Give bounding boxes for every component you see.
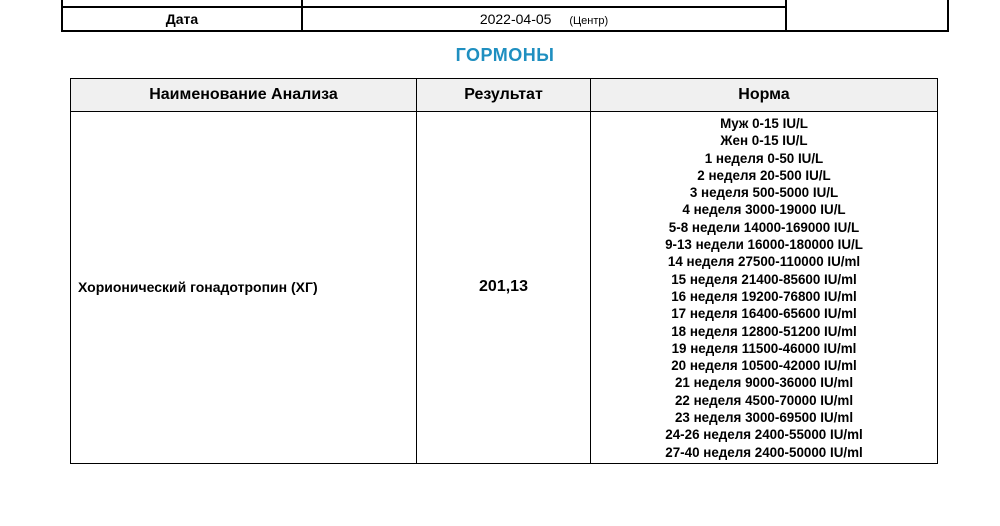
header-info-table <box>61 0 949 32</box>
norm-list <box>591 115 937 461</box>
norm-line: 9-13 недели 16000-180000 IU/L <box>665 237 863 253</box>
table-row <box>71 112 938 464</box>
norm-line: Жен 0-15 IU/L <box>720 133 808 149</box>
norm-line: Муж 0-15 IU/L <box>720 116 808 131</box>
norm-line: 22 неделя 4500-70000 IU/ml <box>674 392 854 408</box>
norm-line: 27-40 неделя 2400-50000 IU/ml <box>665 444 863 460</box>
date-value-cell <box>302 7 786 31</box>
header-result: Результат <box>417 79 591 112</box>
norm-line: 4 неделя 3000-19000 IU/L <box>682 202 846 218</box>
date-label: Дата <box>62 7 302 31</box>
norm-line: 1 неделя 0-50 IU/L <box>704 150 824 166</box>
norm-line: 19 неделя 11500-46000 IU/ml <box>671 340 857 356</box>
norm-line: 14 неделя 27500-110000 IU/ml <box>667 254 861 270</box>
analysis-norm <box>591 112 938 464</box>
date-note: (Центр) <box>569 15 609 27</box>
norm-line: 21 неделя 9000-36000 IU/ml <box>674 375 854 391</box>
norm-line: 18 неделя 12800-51200 IU/ml <box>671 323 857 339</box>
norm-line: 3 неделя 500-5000 IU/L <box>689 185 839 201</box>
norm-line: 23 неделя 3000-69500 IU/ml <box>674 410 854 426</box>
date-value: 2022-04-05 <box>479 11 552 27</box>
norm-line: 24-26 неделя 2400-55000 IU/ml <box>665 427 863 443</box>
header-name: Наименование Анализа <box>71 79 417 112</box>
norm-line: 17 неделя 16400-65600 IU/ml <box>671 306 857 322</box>
norm-line: 15 неделя 21400-85600 IU/ml <box>671 271 857 287</box>
results-header-row <box>71 79 938 112</box>
results-table <box>70 78 938 464</box>
header-norm: Норма <box>591 79 938 112</box>
analysis-name: Хорионический гонадотропин (ХГ) <box>71 112 417 464</box>
norm-line: 5-8 недели 14000-169000 IU/L <box>668 219 860 235</box>
norm-line: 20 неделя 10500-42000 IU/ml <box>671 358 857 374</box>
analysis-result: 201,13 <box>417 112 591 464</box>
norm-line: 16 неделя 19200-76800 IU/ml <box>671 288 857 304</box>
norm-line: 2 неделя 20-500 IU/L <box>697 167 831 183</box>
header-row-cut <box>62 0 948 7</box>
section-title: ГОРМОНЫ <box>455 45 555 65</box>
